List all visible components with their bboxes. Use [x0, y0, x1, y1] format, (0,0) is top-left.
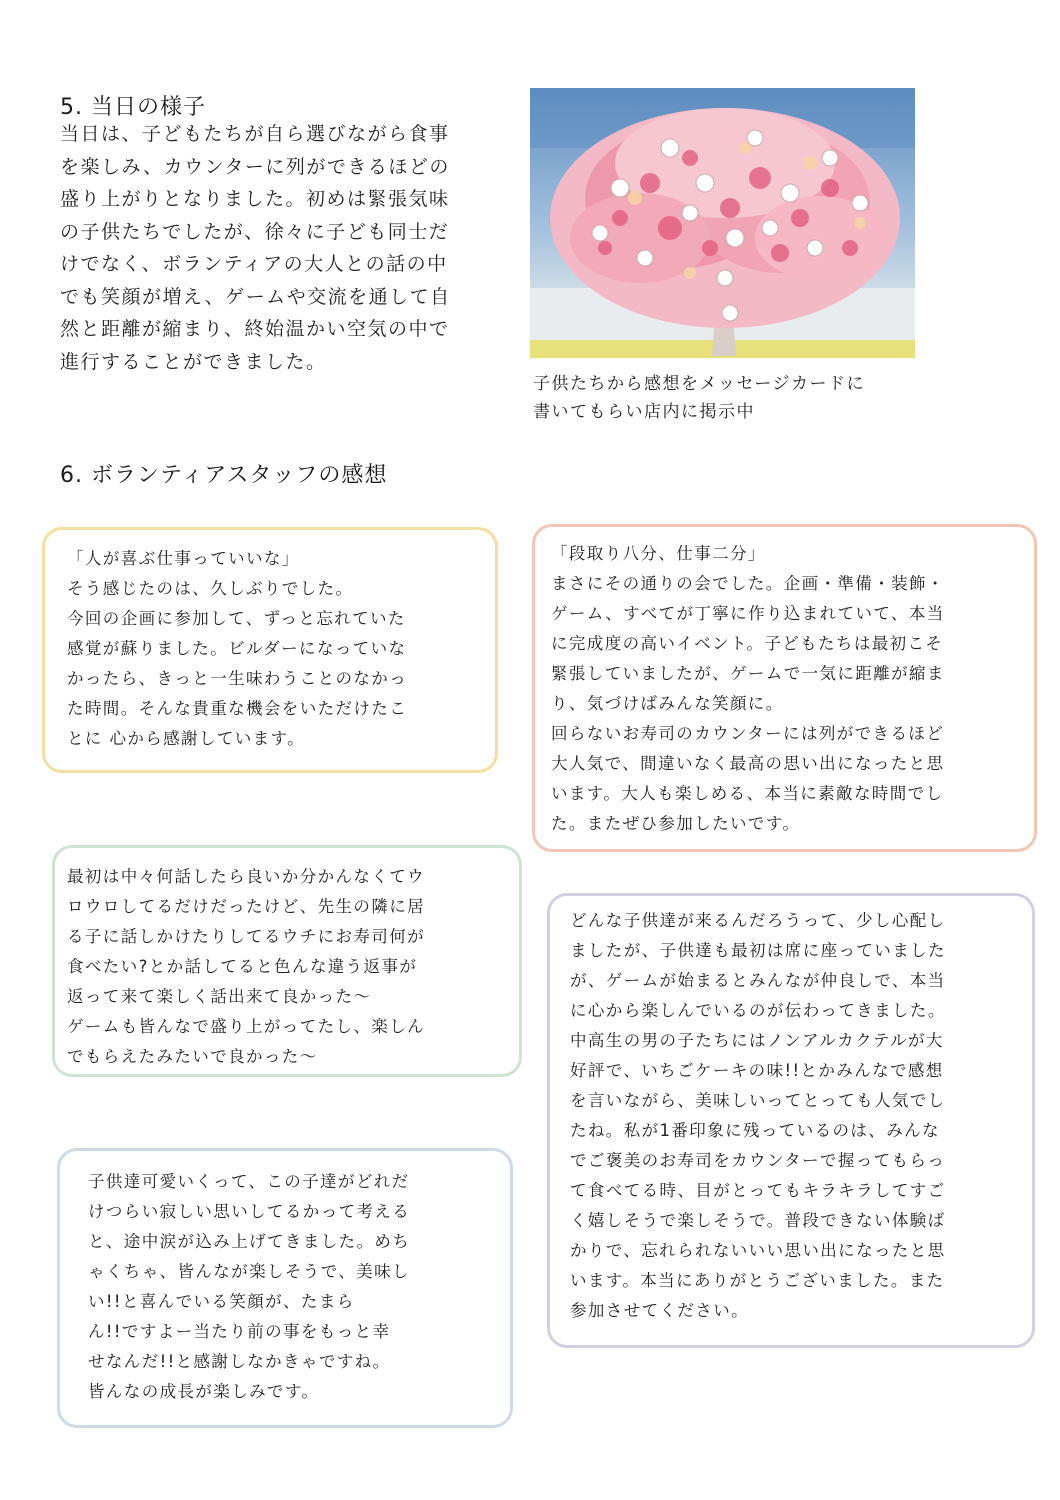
- comment-line: ロウロしてるだけだったけど、先生の隣に居: [67, 897, 425, 916]
- comment-line: 「人が喜ぶ仕事っていいな」: [67, 549, 300, 568]
- caption-line: 子供たちから感想をメッセージカードに: [533, 374, 865, 394]
- comment-line: く嬉しそうで楽しそうで。普段できない体験ば: [570, 1211, 946, 1230]
- comment-line: ゃくちゃ、皆んなが楽しそうで、美味し: [88, 1262, 410, 1281]
- comment-line: と、途中涙が込み上げてきました。めち: [88, 1232, 411, 1251]
- comment-line: 緊張していましたが、ゲームで一気に距離が縮ま: [551, 664, 945, 683]
- section-5-heading: 5. 当日の様子: [60, 95, 206, 120]
- section-5-paragraph: [60, 118, 510, 378]
- comment-line: 子供達可愛いくって、この子達がどれだ: [88, 1172, 410, 1191]
- paragraph-line: でも笑顔が増え、ゲームや交流を通して自: [60, 285, 451, 308]
- paragraph-line: を楽しみ、カウンターに列ができるほどの: [60, 155, 450, 178]
- message-tree-photo: [530, 88, 915, 358]
- comment-line: 好評で、いちごケーキの味!!とかみんなで感想: [570, 1061, 944, 1080]
- comment-line: い!!と喜んでいる笑顔が、たまら: [88, 1292, 355, 1311]
- comment-line: ゲームも皆んなで盛り上がってたし、楽しん: [67, 1017, 425, 1036]
- comment-line: でもらえたみたいで良かった〜: [67, 1047, 318, 1066]
- comment-line: 大人気で、間違いなく最高の思い出になったと思: [551, 754, 945, 773]
- comment-line: とに 心から感謝しています。: [67, 729, 306, 748]
- comment-line: に心から楽しんでいるのが伝わってきました。: [570, 1001, 946, 1020]
- comment-line: 「段取り八分、仕事二分」: [551, 544, 766, 563]
- comment-line: る子に話しかけたりしてるウチにお寿司何が: [67, 927, 425, 946]
- comment-line: 皆んなの成長が楽しみです。: [88, 1382, 320, 1401]
- cherry-tree-illustration: [530, 88, 915, 358]
- comment-line: 返って来て楽しく話出来て良かった〜: [67, 987, 372, 1006]
- comment-line: けつらい寂しい思いしてるかって考える: [88, 1202, 411, 1221]
- comment-line: た。またぜひ参加したいです。: [551, 814, 801, 833]
- comment-line: かったら、きっと一生味わうことのなかっ: [67, 669, 408, 688]
- comment-line: 最初は中々何話したら良いか分かんなくてウ: [67, 867, 425, 886]
- comment-line: かりで、忘れられないいい思い出になったと思: [570, 1241, 946, 1260]
- paragraph-line: 進行することができました。: [60, 350, 327, 373]
- paragraph-line: 当日は、子どもたちが自ら選びながら食事: [60, 123, 450, 145]
- comment-line: 中高生の男の子たちにはノンアルカクテルが大: [570, 1031, 944, 1050]
- comment-line: 今回の企画に参加して、ずっと忘れていた: [67, 609, 406, 628]
- paragraph-line: 盛り上がりとなりました。初めは緊張気味: [60, 188, 450, 210]
- comment-line: 回らないお寿司のカウンターには列ができるほど: [551, 724, 945, 743]
- comment-line: でご褒美のお寿司をカウンターで握ってもらっ: [570, 1151, 946, 1170]
- comment-line: が、ゲームが始まるとみんなが仲良しで、本当: [570, 971, 946, 990]
- comment-line: 感覚が蘇りました。ビルダーになっていな: [67, 639, 407, 658]
- comment-line: ゲーム、すべてが丁寧に作り込まれていて、本当: [551, 604, 945, 623]
- comment-line: 参加させてください。: [570, 1301, 749, 1320]
- paragraph-line: けでなく、ボランティアの大人との話の中: [60, 253, 448, 275]
- comment-line: います。本当にありがとうございました。また: [570, 1271, 945, 1290]
- comment-line: そう感じたのは、久しぶりでした。: [67, 579, 354, 598]
- comment-line: を言いながら、美味しいってとっても人気でし: [570, 1091, 946, 1110]
- volunteer-comment-card: [52, 845, 522, 1077]
- volunteer-comment-card: [532, 524, 1037, 852]
- comment-line: たね。私が1番印象に残っているのは、みんな: [570, 1121, 940, 1140]
- section-6-heading: 6. ボランティアスタッフの感想: [60, 463, 388, 488]
- volunteer-comment-card: [547, 893, 1035, 1348]
- paragraph-line: 然と距離が縮まり、終始温かい空気の中で: [60, 318, 450, 340]
- volunteer-comment-card: [57, 1148, 513, 1428]
- comment-line: ん!!ですよー当たり前の事をもっと幸: [88, 1322, 391, 1341]
- comment-line: どんな子供達が来るんだろうって、少し心配し: [570, 911, 946, 930]
- comment-line: た時間。そんな貴重な機会をいただけたこ: [67, 699, 408, 718]
- comment-line: 食べたい?とか話してると色んな違う返事が: [67, 957, 418, 976]
- photo-caption: [533, 370, 933, 426]
- comment-line: り、気づけばみんな笑顔に。: [551, 694, 784, 713]
- paragraph-line: の子供たちでしたが、徐々に子ども同士だ: [60, 220, 450, 243]
- comment-line: せなんだ!!と感謝しなかきゃですね。: [88, 1352, 391, 1371]
- comment-line: て食べてる時、目がとってもキラキラしてすご: [570, 1181, 946, 1200]
- comment-line: に完成度の高いイベント。子どもたちは最初こそ: [551, 634, 944, 653]
- volunteer-comment-card: [42, 527, 498, 773]
- comment-line: まさにその通りの会でした。企画・準備・装飾・: [551, 574, 945, 593]
- comment-line: ましたが、子供達も最初は席に座っていました: [570, 941, 946, 960]
- comment-line: います。大人も楽しめる、本当に素敵な時間でし: [551, 784, 944, 803]
- caption-line: 書いてもらい店内に掲示中: [533, 402, 755, 422]
